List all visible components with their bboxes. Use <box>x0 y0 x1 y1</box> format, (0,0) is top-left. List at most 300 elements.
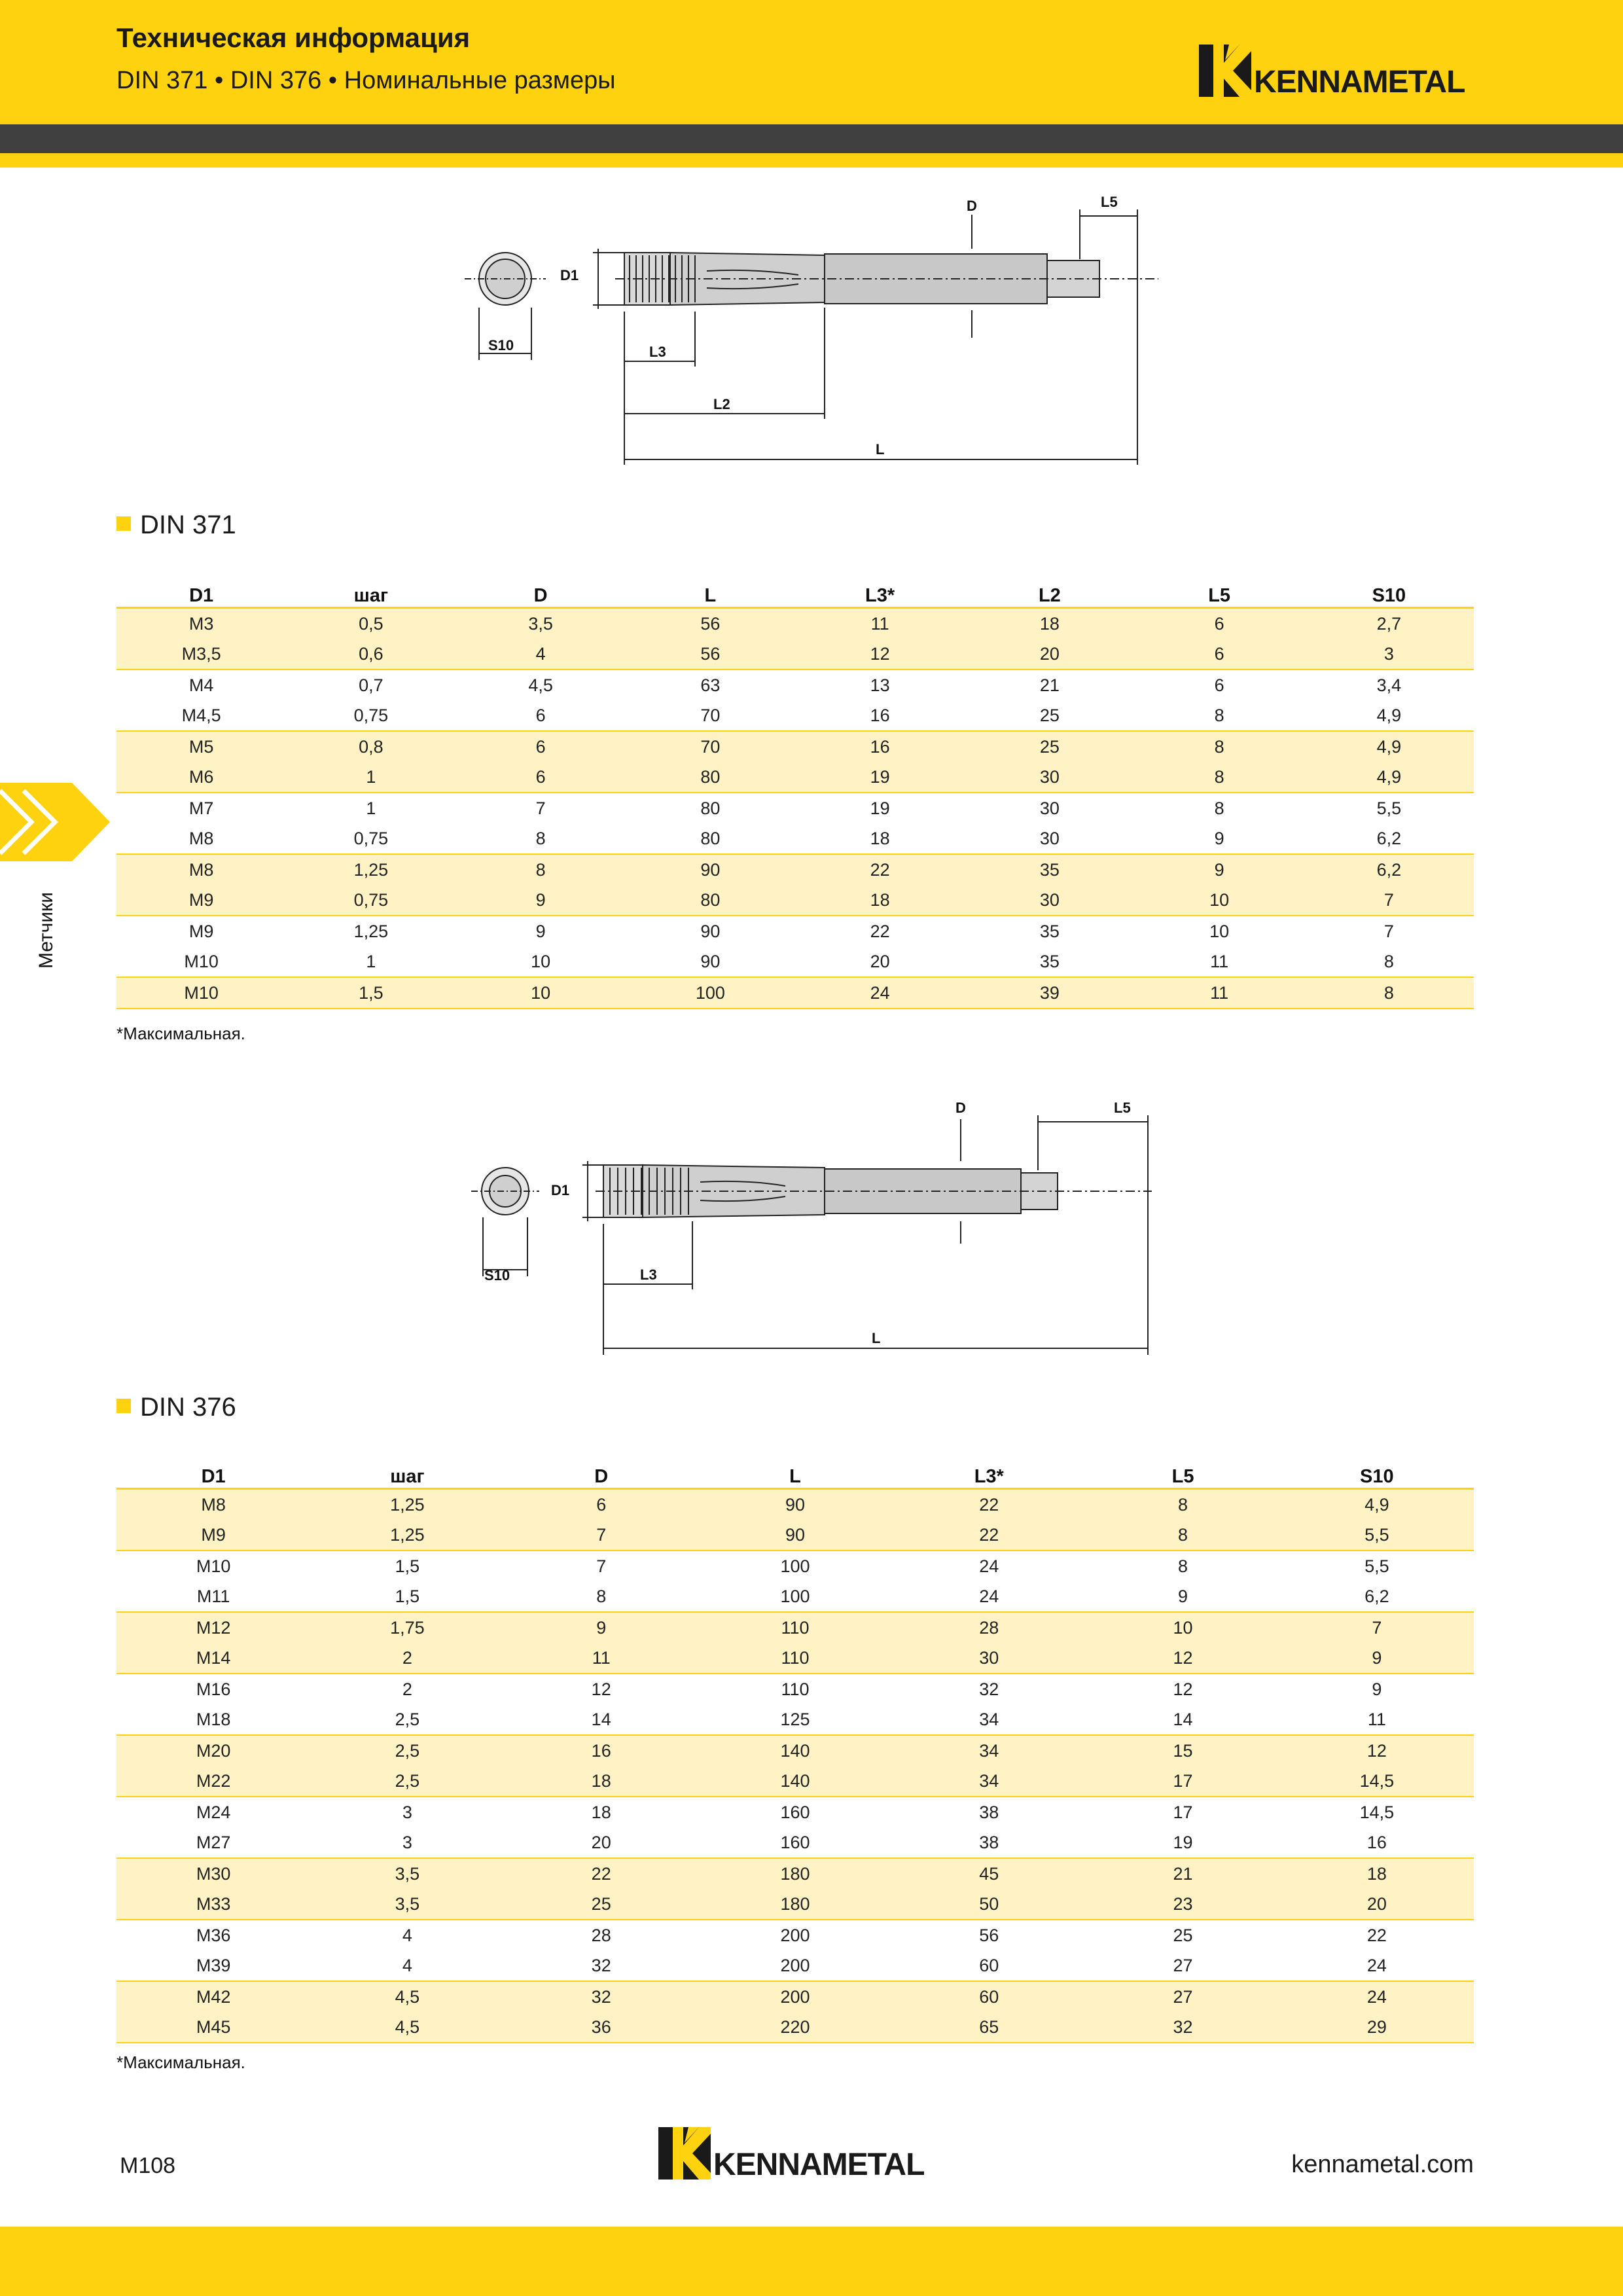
table-cell: 6 <box>456 700 626 731</box>
side-tab-chevron-icon <box>0 783 111 861</box>
table-cell: 35 <box>965 854 1134 885</box>
table-cell: 56 <box>979 1925 999 1945</box>
table-cell: 20 <box>795 946 965 977</box>
table-cell: 25 <box>1173 1925 1193 1945</box>
table-cell: 32 <box>1086 2012 1279 2043</box>
table-row <box>116 1827 1474 1858</box>
table-cell: 22 <box>1366 1925 1387 1945</box>
table-cell: 0,5 <box>286 608 455 639</box>
table-cell: 3 <box>402 1802 412 1822</box>
table-cell: 11 <box>1135 946 1304 977</box>
table-cell: 4,9 <box>1304 762 1474 793</box>
table-cell: M24 <box>196 1802 231 1822</box>
table-cell: 18 <box>505 1766 698 1797</box>
table-cell: 4 <box>456 639 626 670</box>
table-cell: 0,8 <box>286 731 455 762</box>
table-cell: 38 <box>892 1827 1086 1858</box>
table-row <box>116 1643 1474 1674</box>
dim-label-L2: L2 <box>713 396 730 412</box>
table-cell: 5,5 <box>1376 798 1402 818</box>
table-cell: M9 <box>116 885 286 916</box>
table-cell: 80 <box>626 885 795 916</box>
table-cell: 30 <box>965 762 1134 793</box>
table-cell: 30 <box>965 885 1134 916</box>
table-cell: 2,5 <box>310 1735 504 1766</box>
table-cell: M3,5 <box>116 639 286 670</box>
table-cell: 30 <box>1039 798 1060 818</box>
table-row <box>116 1581 1474 1612</box>
table-cell: 10 <box>1086 1612 1279 1643</box>
table-cell: M27 <box>116 1827 310 1858</box>
table-cell: 16 <box>505 1735 698 1766</box>
table-cell: M9 <box>116 1520 310 1551</box>
table-cell: 18 <box>1280 1858 1474 1889</box>
table-cell: 200 <box>698 1981 892 2012</box>
table-cell: 8 <box>456 854 626 885</box>
table-cell: 220 <box>698 2012 892 2043</box>
table-cell: 25 <box>505 1889 698 1920</box>
table-cell: 90 <box>626 854 795 885</box>
table-cell: 14,5 <box>1359 1802 1395 1822</box>
table-cell: 14,5 <box>1280 1766 1474 1797</box>
table-cell: 9 <box>456 885 626 916</box>
table-cell: 29 <box>1280 2012 1474 2043</box>
table-cell: 17 <box>1173 1802 1193 1822</box>
table-cell: 125 <box>698 1704 892 1735</box>
table-cell: 8 <box>505 1581 698 1612</box>
header-yellow-band <box>0 153 1623 168</box>
table-cell: 100 <box>626 977 795 1009</box>
table-row <box>116 1674 1474 1704</box>
din376-header-row <box>116 1466 1474 1489</box>
table-cell: 18 <box>965 608 1134 639</box>
table-cell: M45 <box>116 2012 310 2043</box>
table-cell: 2,5 <box>310 1704 504 1735</box>
table-cell: 25 <box>965 731 1134 762</box>
table-cell: 7 <box>505 1520 698 1551</box>
table-cell: 90 <box>698 1489 892 1520</box>
table-cell: M8 <box>116 823 286 854</box>
page-subtitle: DIN 371 • DIN 376 • Номинальные размеры <box>116 67 616 94</box>
table-cell: 4 <box>310 1950 504 1981</box>
table-cell: 90 <box>698 1520 892 1551</box>
table-row <box>116 1612 1474 1643</box>
header-bar <box>0 0 1623 124</box>
table-cell: M6 <box>116 762 286 793</box>
table-cell: M8 <box>116 854 286 885</box>
table-cell: 10 <box>456 946 626 977</box>
table-cell: M14 <box>116 1643 310 1674</box>
table-cell: M3 <box>116 608 286 639</box>
table-cell: 60 <box>892 1950 1086 1981</box>
table-row <box>116 854 1474 885</box>
dim-label-L3: L3 <box>640 1266 657 1283</box>
dim-label-L3: L3 <box>649 344 666 360</box>
table-cell: 7 <box>596 1556 607 1576</box>
table-cell: 6 <box>1214 675 1224 695</box>
table-cell: 9 <box>1372 1679 1382 1699</box>
logo-wordmark: KENNAMETAL <box>1254 65 1465 99</box>
table-cell: 3,5 <box>456 608 626 639</box>
table-row <box>116 916 1474 946</box>
table-cell: M22 <box>116 1766 310 1797</box>
dim-label-D1: D1 <box>560 267 579 283</box>
table-cell: 20 <box>965 639 1134 670</box>
table-cell: 12 <box>1173 1679 1193 1699</box>
dim-label-D: D <box>967 198 977 214</box>
table-cell: 6,2 <box>1280 1581 1474 1612</box>
table-cell: 2,5 <box>310 1766 504 1797</box>
header-dark-band <box>0 124 1623 153</box>
dim-label-S10: S10 <box>488 337 514 353</box>
table-cell: M12 <box>116 1612 310 1643</box>
table-cell: 4,5 <box>310 2012 504 2043</box>
table-row <box>116 1489 1474 1520</box>
table-cell: 80 <box>700 798 721 818</box>
table-cell: 20 <box>1280 1889 1474 1920</box>
table-cell: 30 <box>892 1643 1086 1674</box>
din371-footnote: *Максимальная. <box>116 1024 245 1043</box>
table-cell: 22 <box>892 1489 1086 1520</box>
table-cell: M36 <box>196 1925 231 1945</box>
table-cell: 3,4 <box>1376 675 1402 695</box>
column-header: L5 <box>1135 585 1304 608</box>
table-cell: 34 <box>892 1735 1086 1766</box>
yellow-square-icon <box>116 1399 131 1413</box>
table-cell: 24 <box>892 1581 1086 1612</box>
table-cell: 4 <box>402 1925 412 1945</box>
table-cell: 12 <box>1280 1735 1474 1766</box>
table-cell: M16 <box>196 1679 231 1699</box>
table-cell: 8 <box>1086 1489 1279 1520</box>
table-row <box>116 823 1474 854</box>
kennametal-logo <box>1199 45 1474 99</box>
table-cell: 5,5 <box>1364 1556 1389 1576</box>
din376-footnote: *Максимальная. <box>116 2053 245 2072</box>
column-header: S10 <box>1304 585 1474 608</box>
table-row <box>116 946 1474 977</box>
table-cell: 32 <box>505 1981 698 2012</box>
column-header: L5 <box>1086 1466 1279 1489</box>
column-header: S10 <box>1280 1466 1474 1489</box>
table-cell: 1,25 <box>353 921 389 941</box>
dim-label-L: L <box>872 1330 881 1346</box>
table-cell: 22 <box>870 921 890 941</box>
table-cell: 34 <box>892 1704 1086 1735</box>
table-row <box>116 1889 1474 1920</box>
table-cell: 24 <box>795 977 965 1009</box>
table-cell: M33 <box>116 1889 310 1920</box>
column-header: L3* <box>892 1466 1086 1489</box>
dim-label-D: D <box>955 1100 966 1116</box>
table-cell: 12 <box>1086 1643 1279 1674</box>
table-row <box>116 1981 1474 2012</box>
table-cell: 11 <box>1280 1704 1474 1735</box>
column-header: D <box>456 585 626 608</box>
table-cell: 27 <box>1086 1950 1279 1981</box>
table-cell: 100 <box>780 1556 810 1576</box>
table-cell: 1,5 <box>286 977 455 1009</box>
table-cell: 10 <box>456 977 626 1009</box>
table-cell: 8 <box>1086 1520 1279 1551</box>
table-cell: 6 <box>1135 608 1304 639</box>
table-cell: 5,5 <box>1280 1520 1474 1551</box>
dim-label-L: L <box>876 441 885 457</box>
table-cell: 1,5 <box>395 1556 420 1576</box>
table-cell: 13 <box>870 675 890 695</box>
table-cell: 10 <box>1135 885 1304 916</box>
table-cell: 32 <box>979 1679 999 1699</box>
table-cell: 8 <box>1135 762 1304 793</box>
table-cell: 39 <box>965 977 1134 1009</box>
column-header: шаг <box>310 1466 504 1489</box>
table-cell: 10 <box>1209 921 1230 941</box>
table-row <box>116 1858 1474 1889</box>
table-cell: 22 <box>892 1520 1086 1551</box>
table-cell: M5 <box>116 731 286 762</box>
table-row <box>116 1735 1474 1766</box>
table-cell: M4,5 <box>116 700 286 731</box>
table-cell: 12 <box>795 639 965 670</box>
table-cell: 70 <box>626 700 795 731</box>
table-cell: 3,5 <box>310 1858 504 1889</box>
table-row <box>116 1920 1474 1950</box>
table-cell: 7 <box>1280 1612 1474 1643</box>
table-row <box>116 762 1474 793</box>
table-cell: 160 <box>698 1827 892 1858</box>
table-cell: 16 <box>1280 1827 1474 1858</box>
table-cell: M10 <box>116 946 286 977</box>
table-cell: 4,9 <box>1304 700 1474 731</box>
din376-title-text: DIN 376 <box>140 1393 236 1422</box>
table-cell: M11 <box>116 1581 310 1612</box>
table-row <box>116 700 1474 731</box>
table-cell: 4,9 <box>1280 1489 1474 1520</box>
table-cell: 32 <box>505 1950 698 1981</box>
din376-tap-drawing <box>458 1086 1178 1361</box>
table-cell: 4,9 <box>1304 731 1474 762</box>
column-header: D1 <box>116 585 286 608</box>
table-cell: 18 <box>795 885 965 916</box>
table-cell: 110 <box>698 1643 892 1674</box>
table-cell: 1,25 <box>286 854 455 885</box>
table-cell: 50 <box>892 1889 1086 1920</box>
table-cell: 70 <box>626 731 795 762</box>
table-cell: 8 <box>1304 946 1474 977</box>
column-header: L2 <box>965 585 1134 608</box>
table-cell: 60 <box>892 1981 1086 2012</box>
table-cell: 14 <box>1086 1704 1279 1735</box>
din371-tap-drawing <box>458 183 1178 471</box>
table-cell: 200 <box>780 1925 810 1945</box>
side-tab[interactable] <box>0 783 111 861</box>
table-cell: 19 <box>870 798 890 818</box>
din371-table <box>116 585 1474 1009</box>
table-cell: 6 <box>456 762 626 793</box>
table-cell: 56 <box>626 608 795 639</box>
table-cell: 4,5 <box>528 675 553 695</box>
table-row <box>116 885 1474 916</box>
table-cell: 1,75 <box>310 1612 504 1643</box>
table-cell: M20 <box>116 1735 310 1766</box>
din371-title <box>116 511 236 540</box>
kennametal-k-mark-icon <box>658 2127 711 2179</box>
table-cell: 100 <box>698 1581 892 1612</box>
table-row <box>116 1520 1474 1551</box>
table-cell: 11 <box>1135 977 1304 1009</box>
table-cell: 65 <box>892 2012 1086 2043</box>
table-cell: M30 <box>116 1858 310 1889</box>
table-cell: 21 <box>1086 1858 1279 1889</box>
table-cell: 16 <box>795 700 965 731</box>
column-header: D <box>505 1466 698 1489</box>
table-cell: M42 <box>116 1981 310 2012</box>
table-cell: 11 <box>795 608 965 639</box>
table-cell: 18 <box>795 823 965 854</box>
table-cell: 34 <box>892 1766 1086 1797</box>
table-row <box>116 793 1474 823</box>
table-cell: 19 <box>1086 1827 1279 1858</box>
table-cell: 6,2 <box>1304 823 1474 854</box>
din376-table <box>116 1466 1474 2043</box>
table-cell: 0,7 <box>359 675 383 695</box>
table-cell: 8 <box>456 823 626 854</box>
table-cell: 1,5 <box>310 1581 504 1612</box>
table-cell: 6 <box>505 1489 698 1520</box>
footer-kennametal-logo <box>658 2127 933 2182</box>
table-cell: 12 <box>591 1679 611 1699</box>
table-cell: 110 <box>781 1679 810 1699</box>
column-header: L <box>698 1466 892 1489</box>
table-cell: 9 <box>1135 854 1304 885</box>
table-cell: 180 <box>698 1889 892 1920</box>
table-cell: 1 <box>286 946 455 977</box>
table-cell: M7 <box>188 798 214 818</box>
table-cell: 1 <box>286 762 455 793</box>
side-tab-label: Метчики <box>35 891 57 969</box>
table-cell: 30 <box>965 823 1134 854</box>
table-cell: 8 <box>1178 1556 1188 1576</box>
table-cell: 0,75 <box>286 823 455 854</box>
table-cell: 2,7 <box>1304 608 1474 639</box>
table-cell: 140 <box>698 1766 892 1797</box>
table-row <box>116 977 1474 1009</box>
table-cell: M8 <box>116 1489 310 1520</box>
website-link[interactable]: kennametal.com <box>1291 2151 1474 2178</box>
din376-title <box>116 1393 236 1422</box>
table-cell: 24 <box>1280 1981 1474 2012</box>
table-cell: 9 <box>535 921 546 941</box>
page-title: Техническая информация <box>116 22 471 53</box>
table-row <box>116 1766 1474 1797</box>
table-cell: 3 <box>310 1827 504 1858</box>
table-cell: M10 <box>116 977 286 1009</box>
table-cell: 6 <box>1135 639 1304 670</box>
table-row <box>116 731 1474 762</box>
table-row <box>116 670 1474 700</box>
table-cell: 15 <box>1086 1735 1279 1766</box>
table-cell: 16 <box>795 731 965 762</box>
table-cell: 2 <box>402 1679 412 1699</box>
din371-header-row <box>116 585 1474 608</box>
table-cell: 6,2 <box>1304 854 1474 885</box>
table-cell: 63 <box>700 675 721 695</box>
table-cell: 35 <box>1039 921 1060 941</box>
table-cell: 8 <box>1135 731 1304 762</box>
table-row <box>116 1704 1474 1735</box>
table-row <box>116 2012 1474 2043</box>
table-cell: 0,75 <box>286 700 455 731</box>
footer-logo-wordmark: KENNAMETAL <box>713 2147 925 2182</box>
table-cell: 35 <box>965 946 1134 977</box>
column-header: D1 <box>116 1466 310 1489</box>
table-cell: 0,75 <box>286 885 455 916</box>
yellow-square-icon <box>116 516 131 531</box>
table-cell: M10 <box>196 1556 231 1576</box>
table-cell: 80 <box>626 762 795 793</box>
table-cell: 9 <box>1086 1581 1279 1612</box>
din371-title-text: DIN 371 <box>140 511 236 539</box>
table-cell: 90 <box>626 946 795 977</box>
table-cell: 38 <box>979 1802 999 1822</box>
table-cell: 1 <box>366 798 376 818</box>
table-cell: 9 <box>505 1612 698 1643</box>
table-cell: 9 <box>1135 823 1304 854</box>
table-cell: 0,6 <box>286 639 455 670</box>
table-cell: 6 <box>456 731 626 762</box>
kennametal-k-mark-icon <box>1199 45 1251 97</box>
table-row <box>116 1797 1474 1827</box>
dim-label-L5: L5 <box>1101 194 1118 210</box>
footer-yellow-band <box>0 2227 1623 2296</box>
table-cell: M18 <box>116 1704 310 1735</box>
table-cell: 8 <box>1135 700 1304 731</box>
table-cell: 4,5 <box>310 1981 504 2012</box>
table-cell: 11 <box>505 1643 698 1674</box>
column-header: L <box>626 585 795 608</box>
column-header: L3* <box>795 585 965 608</box>
column-header: шаг <box>286 585 455 608</box>
table-cell: 80 <box>626 823 795 854</box>
table-cell: 9 <box>1280 1643 1474 1674</box>
table-cell: 36 <box>505 2012 698 2043</box>
table-row <box>116 1551 1474 1581</box>
table-cell: 45 <box>892 1858 1086 1889</box>
table-row <box>116 608 1474 639</box>
table-cell: 3,5 <box>310 1889 504 1920</box>
table-cell: 20 <box>505 1827 698 1858</box>
table-cell: 2 <box>310 1643 504 1674</box>
table-cell: 110 <box>698 1612 892 1643</box>
table-cell: 22 <box>795 854 965 885</box>
table-cell: 28 <box>591 1925 611 1945</box>
table-cell: 14 <box>505 1704 698 1735</box>
table-cell: 24 <box>1280 1950 1474 1981</box>
table-cell: M4 <box>188 675 214 695</box>
table-cell: M39 <box>116 1950 310 1981</box>
table-cell: M9 <box>188 921 214 941</box>
table-cell: 90 <box>700 921 721 941</box>
table-row <box>116 639 1474 670</box>
table-cell: 200 <box>698 1950 892 1981</box>
dim-label-D1: D1 <box>551 1182 570 1198</box>
table-cell: 25 <box>965 700 1134 731</box>
table-cell: 7 <box>535 798 546 818</box>
table-cell: 56 <box>626 639 795 670</box>
table-cell: 21 <box>1039 675 1060 695</box>
table-cell: 19 <box>795 762 965 793</box>
table-cell: 22 <box>505 1858 698 1889</box>
